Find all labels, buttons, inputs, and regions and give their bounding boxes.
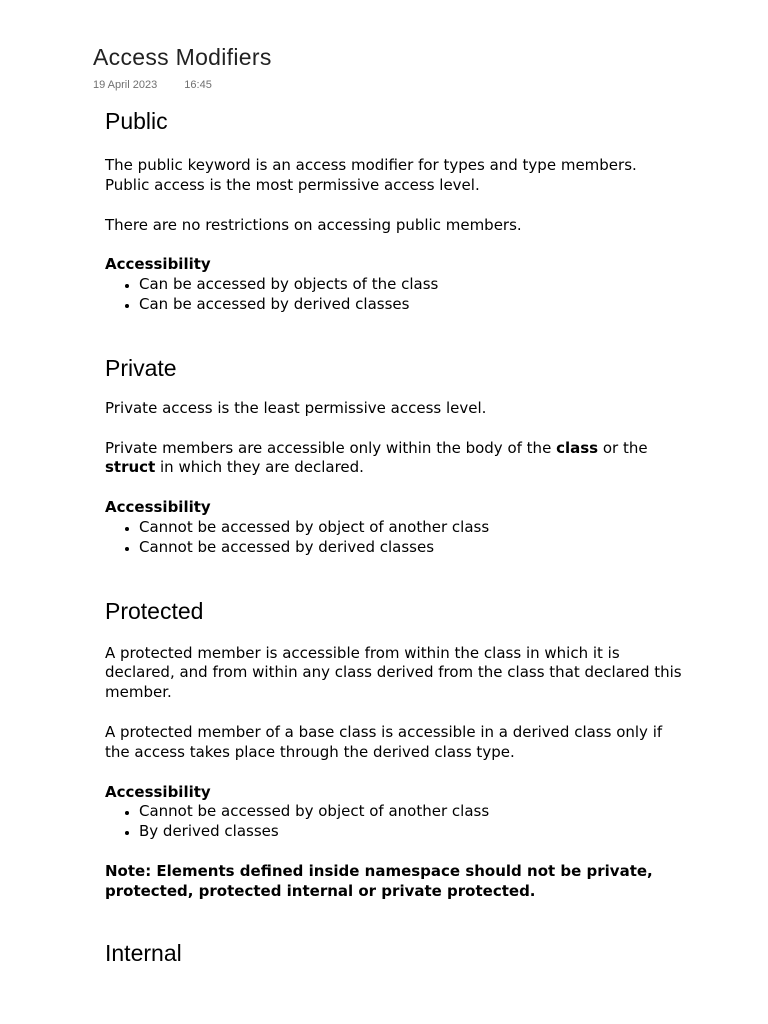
page-meta [93,79,212,91]
page-title: Access Modifiers [93,44,272,70]
protected-paragraph-1: A protected member is accessible from within the class in which it is declared, and from within any class derived from the class that declared this member. [105,643,682,702]
heading-public: Public [105,108,168,134]
list-item: • Can be accessed by derived classes [139,295,685,315]
protected-accessibility-label: Accessibility [105,782,211,801]
list-item: • By derived classes [139,822,685,842]
page-time: 16:45 [184,79,212,91]
private-paragraph-2: Private members are accessible only within the body of the class or the struct in which they are declared. [105,438,648,477]
public-paragraph-1: The public keyword is an access modifier for types and type members. Public access is the most permissive access level. [105,156,637,194]
heading-protected: Protected [105,597,204,624]
list-item: • Can be accessed by objects of the class [139,275,685,295]
protected-accessibility-list [105,802,685,842]
public-paragraph-2: There are no restrictions on accessing public members. [105,215,522,234]
protected-paragraph-2: A protected member of a base class is accessible in a derived class only if the access takes place through the derived class type. [105,722,663,761]
keyword-class: class [556,438,599,457]
list-item: • Cannot be accessed by object of another class [139,518,685,538]
list-item: • Cannot be accessed by object of another class [139,802,685,822]
section-private [105,351,685,558]
keyword-struct: struct [105,458,156,477]
section-internal [105,936,685,970]
private-paragraph-1: Private access is the least permissive access level. [105,398,487,417]
list-item: • Cannot be accessed by derived classes [139,538,685,558]
public-accessibility-list [105,275,685,315]
private-accessibility-list [105,518,685,558]
heading-private: Private [105,354,177,381]
public-accessibility-label: Accessibility [105,255,211,274]
heading-internal: Internal [105,939,182,966]
section-public [105,104,685,315]
section-protected [105,594,685,902]
protected-note: Note: Elements defined inside namespace should not be private, protected, protected internal or private protected. [105,861,653,900]
private-accessibility-label: Accessibility [105,498,211,517]
note-content[interactable] [105,104,685,970]
page-date: 19 April 2023 [93,79,158,91]
